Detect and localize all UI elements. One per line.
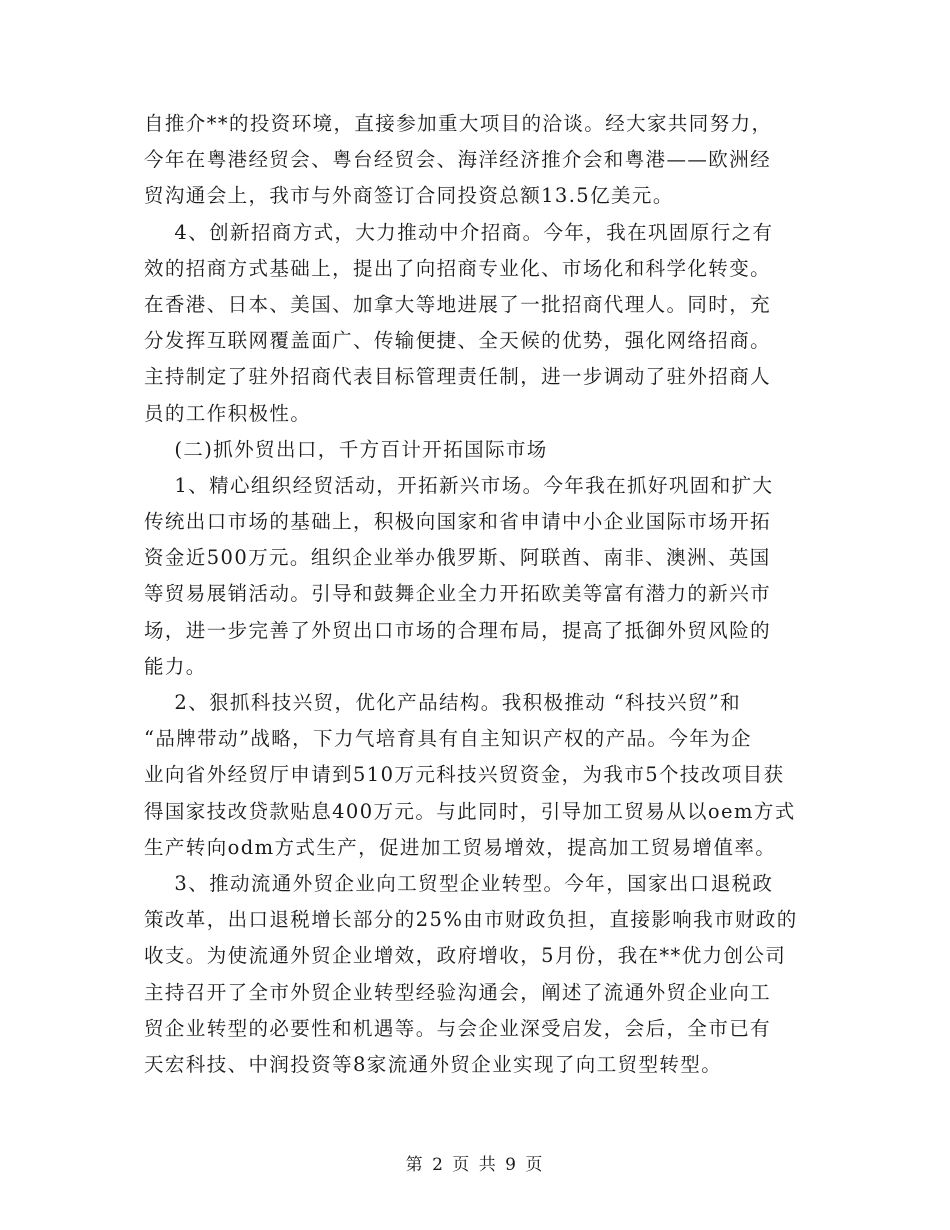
text-line: 天宏科技、中润投资等8家流通外贸企业实现了向工贸型转型。 <box>144 1052 723 1076</box>
text-line: “品牌带动”战略，下力气培育具有自主知识产权的产品。今年为企 <box>144 727 752 751</box>
text-line: 主持召开了全市外贸企业转型经验沟通会，阐述了流通外贸企业向工 <box>144 980 772 1004</box>
text-line: 贸沟通会上，我市与外商签订合同投资总额13.5亿美元。 <box>144 184 674 208</box>
text-line: 收支。为使流通外贸企业增效，政府增收，5月份，我在**优力创公司 <box>144 944 787 968</box>
text-line: 2、狠抓科技兴贸，优化产品结构。我积极推动 “科技兴贸”和 <box>144 691 742 714</box>
text-line: 3、推动流通外贸企业向工贸型企业转型。今年，国家出口退税政 <box>144 871 774 895</box>
text-line: 能力。 <box>144 654 207 678</box>
text-line: 生产转向odm方式生产，促进加工贸易增效，提高加工贸易增值率。 <box>144 835 777 859</box>
text-line: 得国家技改贷款贴息400万元。与此同时，引导加工贸易从以oem方式 <box>144 799 796 823</box>
text-line: 主持制定了驻外招商代表目标管理责任制，进一步调动了驻外招商人 <box>144 365 772 389</box>
page-number: 第 2 页 共 9 页 <box>405 1155 545 1175</box>
section-heading: (二)抓外贸出口，千方百计开拓国际市场 <box>144 437 548 461</box>
text-line: 今年在粤港经贸会、粤台经贸会、海洋经济推介会和粤港——欧洲经 <box>144 148 772 172</box>
text-line: 资金近500万元。组织企业举办俄罗斯、阿联酋、南非、澳洲、英国 <box>144 546 771 570</box>
text-line: 业向省外经贸厅申请到510万元科技兴贸资金，为我市5个技改项目获 <box>144 763 785 787</box>
text-line: 在香港、日本、美国、加拿大等地进展了一批招商代理人。同时，充 <box>144 292 772 316</box>
text-line: 等贸易展销活动。引导和鼓舞企业全力开拓欧美等富有潜力的新兴市 <box>144 582 772 606</box>
text-line: 策改革，出口退税增长部分的25%由市财政负担，直接影响我市财政的 <box>144 908 798 932</box>
text-line: 1、精心组织经贸活动，开拓新兴市场。今年我在抓好巩固和扩大 <box>144 473 774 497</box>
text-line: 传统出口市场的基础上，积极向国家和省申请中小企业国际市场开拓 <box>144 510 772 534</box>
text-line: 效的招商方式基础上，提出了向招商专业化、市场化和科学化转变。 <box>144 256 772 280</box>
text-line: 场，进一步完善了外贸出口市场的合理布局，提高了抵御外贸风险的 <box>144 618 772 642</box>
document-body <box>144 106 814 1083</box>
text-line: 分发挥互联网覆盖面广、传输便捷、全天候的优势，强化网络招商。 <box>144 329 772 353</box>
text-line: 自推介**的投资环境，直接参加重大项目的洽谈。经大家共同努力， <box>144 112 773 135</box>
text-line: 4、创新招商方式，大力推动中介招商。今年，我在巩固原行之有 <box>144 220 774 244</box>
text-line: 员的工作积极性。 <box>144 401 312 425</box>
text-line: 贸企业转型的必要性和机遇等。与会企业深受启发，会后，全市已有 <box>144 1016 772 1040</box>
